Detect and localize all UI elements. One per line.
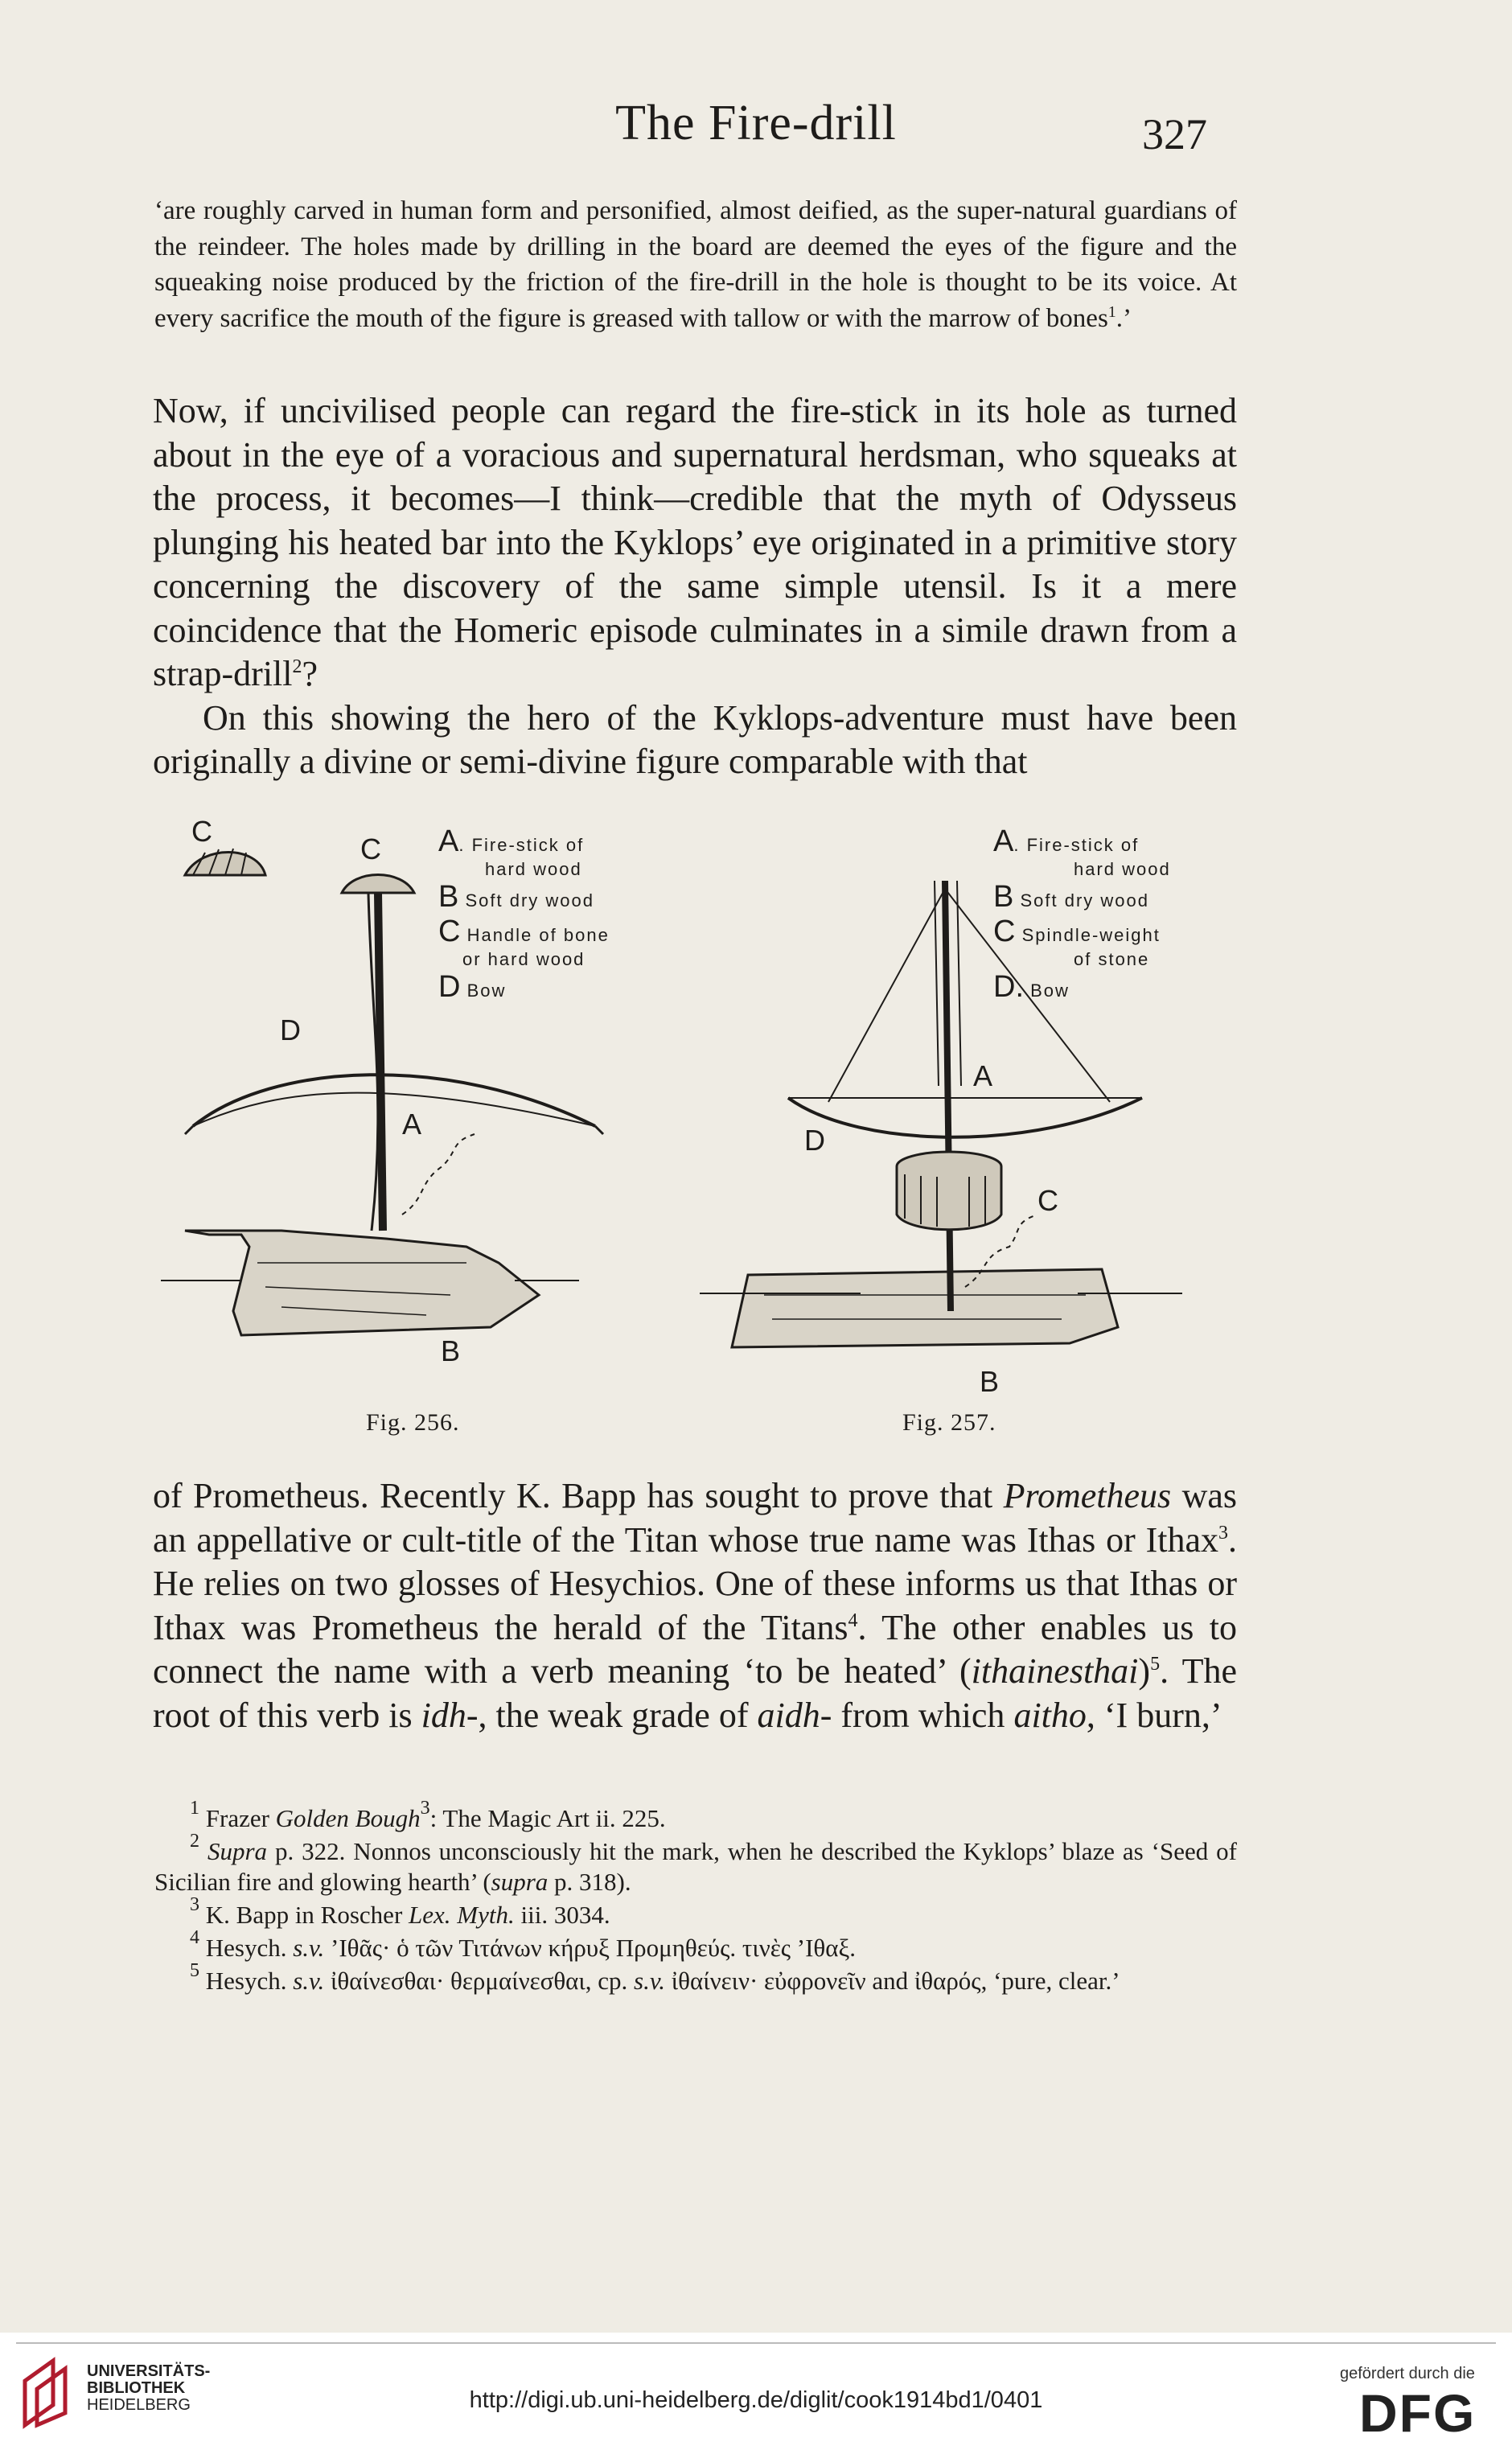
footnote-5: $^5$ Hesych. s.v. ἰθαίνεσθαι· θερμαίνεσθαι, cp. s.v. ἰθαίνειν· εὐφρονεῖν and ἰθαρός, ‘pure, clear.’ (190, 1960, 1120, 1995)
body-text-top (153, 389, 1237, 784)
quote-text: ‘are roughly carved in human form and personified, almost deified, as the super-natural guardians of the reindeer. The holes made by drilling in the board are deemed the eyes of the figure and the squeaking noise produced by the friction of the fire-drill in the hole is thought to be its voice. At every sacrifice the mouth of the figure is greased with tallow or with the marrow of bones (154, 196, 1237, 333)
paragraph-1-end: ? (302, 654, 318, 693)
italic-aitho: aitho (1013, 1695, 1087, 1735)
label-b: B (980, 1365, 1000, 1398)
italic-idh: idh- (421, 1695, 479, 1735)
footnote-ref-1[interactable]: 1 (1107, 302, 1116, 321)
block-quote (154, 193, 1237, 336)
body-text-bottom (153, 1474, 1237, 1737)
figure-256 (161, 812, 676, 1408)
legend-257 (993, 824, 1171, 1005)
legend-item-b: B Soft dry wood (993, 880, 1149, 914)
paragraph-1-text: Now, if uncivilised people can regard the fire-stick in its hole as turned about in the eye of a voracious and supernatural herdsman, who squeaks at the process, it becomes—I think—credible that the myth of Odysseus plunging his heated bar into the Kyklops’ eye originated in a primitive story concerning the discovery of the same simple utensil. Is it a mere coincidence that the Homeric episode culminates in a simile drawn from a strap-drill (153, 391, 1237, 693)
sponsor-label: gefördert durch die (1340, 2365, 1475, 2382)
dfg-logo: DFG (1359, 2383, 1477, 2443)
legend-256 (438, 824, 610, 1005)
footer-divider (16, 2342, 1496, 2344)
paragraph-1 (153, 389, 1237, 697)
label-a: A (973, 1059, 993, 1092)
quote-end: .’ (1116, 303, 1132, 333)
italic-aidh: aidh- (757, 1695, 832, 1735)
italic-ithainesthai: ithainesthai (971, 1651, 1139, 1691)
figure-256-caption: Fig. 256. (366, 1409, 460, 1436)
legend-item-d: D Bow (438, 970, 507, 1004)
legend-item-c: C Handle of bone (438, 915, 610, 948)
legend-item-a: A. Fire-stick of (438, 824, 585, 858)
legend-item-d: D. Bow (993, 970, 1070, 1004)
university-library-name: UNIVERSITÄTS- BIBLIOTHEK HEIDELBERG (87, 2362, 211, 2414)
legend-item-a-line2: hard wood (485, 859, 582, 879)
paragraph-3: of Prometheus. Recently K. Bapp has sought to prove that Prometheus was an appellative or cult-title of the Titan whose true name was Ithas or Ithax$^3$. He relies on two glosses of Hesychios. One of these informs us that Ithas or Ithax was Prometheus the herald of the Titans$^4$. The other enables us to connect the name with a verb meaning ‘to be heated’ (ithainesthai)$^5$. The root of this verb is idh-, the weak grade of aidh- from which aitho, ‘I burn,’ (153, 1476, 1237, 1735)
permalink-url[interactable]: http://digi.ub.uni-heidelberg.de/diglit/cook1914bd1/0401 (469, 2387, 1043, 2413)
digitization-footer (0, 2333, 1512, 2446)
page-number: 327 (1142, 110, 1207, 158)
figure-257 (700, 812, 1239, 1408)
legend-item-c: C Spindle-weight (993, 915, 1161, 948)
running-head-title: The Fire-drill (615, 96, 897, 150)
legend-item-c-line2: of stone (1074, 949, 1150, 969)
footnote-3: $^3$ K. Bapp in Roscher Lex. Myth. iii. 3034. (190, 1894, 610, 1929)
footnote-ref-3[interactable]: 3 (1218, 1522, 1228, 1544)
label-a: A (402, 1108, 422, 1141)
italic-prometheus: Prometheus (1003, 1476, 1172, 1515)
legend-item-a: A. Fire-stick of (993, 824, 1140, 858)
footnote-ref-4[interactable]: 4 (848, 1609, 858, 1631)
paragraph-2: On this showing the hero of the Kyklops-adventure must have been originally a divine or semi-divine figure comparable with that (153, 697, 1237, 781)
legend-item-b: B Soft dry wood (438, 880, 594, 914)
footnote-1: $^1$ Frazer Golden Bough$^3$: The Magic Art ii. 225. (190, 1798, 666, 1832)
footnote-ref-2[interactable]: 2 (292, 656, 302, 677)
figure-257-caption: Fig. 257. (902, 1409, 996, 1436)
label-d: D (804, 1124, 825, 1157)
label-d: D (280, 1013, 301, 1046)
footnote-ref-5[interactable]: 5 (1150, 1654, 1161, 1675)
footnote-2: $^2$ Supra p. 322. Nonnos unconsciously hit the mark, when he described the Kyklops’ blaze as ‘Seed of Sicilian fire and glowing hearth’ (supra p. 318). (154, 1831, 1237, 1896)
footnote-4: $^4$ Hesych. s.v. ’Ιθᾶς· ὁ τῶν Τιτάνων κήρυξ Προμηθεύς. τινὲς ’Ιθαξ. (190, 1927, 857, 1962)
legend-item-c-line2: or hard wood (462, 949, 585, 969)
label-c-left: C (191, 815, 212, 848)
label-b: B (441, 1334, 461, 1367)
footnotes (154, 1798, 1237, 1999)
label-c-top: C (360, 832, 381, 865)
label-c: C (1037, 1184, 1058, 1217)
legend-item-a-line2: hard wood (1074, 859, 1171, 879)
